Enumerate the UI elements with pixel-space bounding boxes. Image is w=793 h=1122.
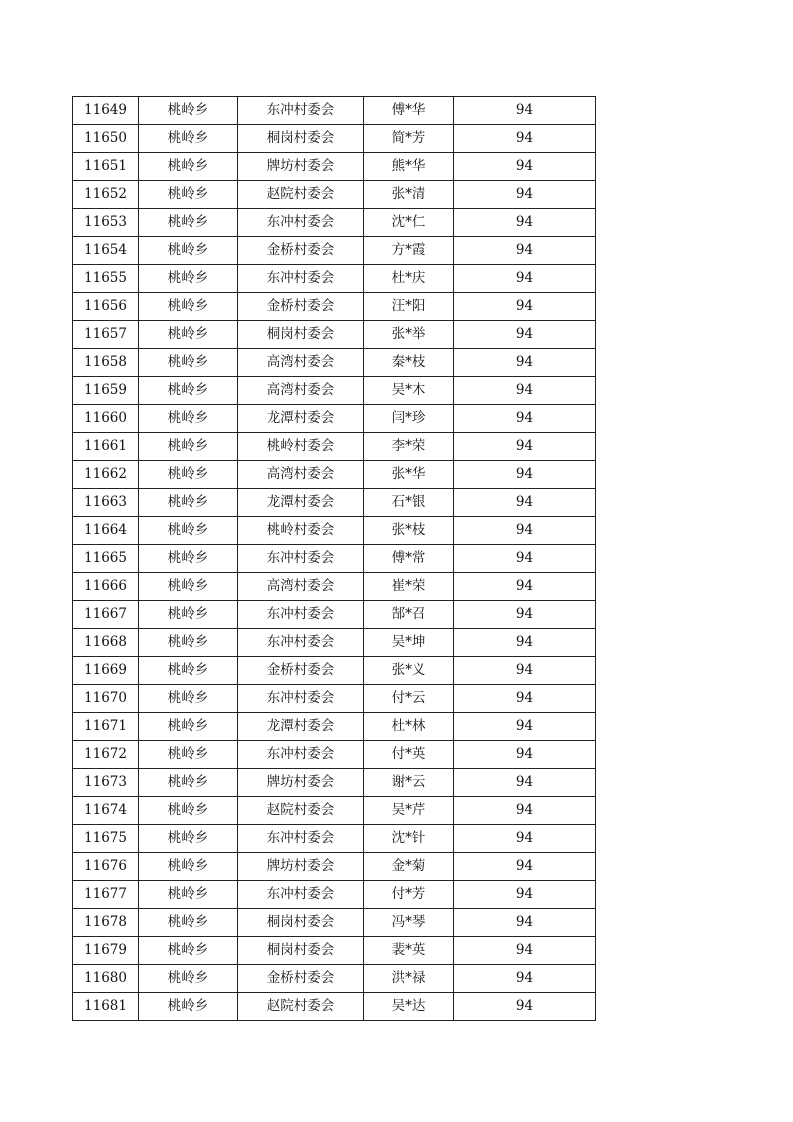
name-cell: 李*荣 [364,433,454,461]
village-committee-cell: 金桥村委会 [238,965,364,993]
record-id-cell: 11656 [73,293,139,321]
township-cell: 桃岭乡 [139,293,238,321]
village-committee-cell: 高湾村委会 [238,573,364,601]
village-committee-cell: 牌坊村委会 [238,769,364,797]
record-id-cell: 11676 [73,853,139,881]
village-committee-cell: 赵院村委会 [238,797,364,825]
score-cell: 94 [454,825,596,853]
record-id-cell: 11668 [73,629,139,657]
record-id-cell: 11674 [73,797,139,825]
score-cell: 94 [454,741,596,769]
table-row [73,377,596,405]
score-cell: 94 [454,405,596,433]
score-cell: 94 [454,349,596,377]
village-committee-cell: 东冲村委会 [238,629,364,657]
table-row [73,573,596,601]
score-cell: 94 [454,377,596,405]
village-committee-cell: 牌坊村委会 [238,153,364,181]
table-row [73,293,596,321]
name-cell: 傅*华 [364,97,454,125]
record-id-cell: 11671 [73,713,139,741]
name-cell: 张*举 [364,321,454,349]
score-cell: 94 [454,601,596,629]
township-cell: 桃岭乡 [139,601,238,629]
table-row [73,713,596,741]
township-cell: 桃岭乡 [139,405,238,433]
name-cell: 付*云 [364,685,454,713]
record-id-cell: 11670 [73,685,139,713]
score-cell: 94 [454,265,596,293]
township-cell: 桃岭乡 [139,741,238,769]
village-committee-cell: 桐岗村委会 [238,909,364,937]
score-cell: 94 [454,657,596,685]
name-cell: 汪*阳 [364,293,454,321]
name-cell: 石*银 [364,489,454,517]
township-cell: 桃岭乡 [139,377,238,405]
score-cell: 94 [454,461,596,489]
village-committee-cell: 龙潭村委会 [238,713,364,741]
township-cell: 桃岭乡 [139,321,238,349]
table-row [73,433,596,461]
name-cell: 吴*木 [364,377,454,405]
township-cell: 桃岭乡 [139,937,238,965]
township-cell: 桃岭乡 [139,209,238,237]
name-cell: 沈*针 [364,825,454,853]
record-id-cell: 11659 [73,377,139,405]
record-id-cell: 11661 [73,433,139,461]
township-cell: 桃岭乡 [139,433,238,461]
township-cell: 桃岭乡 [139,993,238,1021]
name-cell: 洪*禄 [364,965,454,993]
village-committee-cell: 赵院村委会 [238,993,364,1021]
score-cell: 94 [454,937,596,965]
score-cell: 94 [454,489,596,517]
record-id-cell: 11664 [73,517,139,545]
record-id-cell: 11679 [73,937,139,965]
name-cell: 金*菊 [364,853,454,881]
score-cell: 94 [454,153,596,181]
village-committee-cell: 东冲村委会 [238,825,364,853]
name-cell: 吴*达 [364,993,454,1021]
township-cell: 桃岭乡 [139,797,238,825]
name-cell: 崔*荣 [364,573,454,601]
record-id-cell: 11650 [73,125,139,153]
township-cell: 桃岭乡 [139,853,238,881]
table-row [73,153,596,181]
record-id-cell: 11658 [73,349,139,377]
table-row [73,685,596,713]
village-committee-cell: 桃岭村委会 [238,433,364,461]
township-cell: 桃岭乡 [139,545,238,573]
record-id-cell: 11654 [73,237,139,265]
village-committee-cell: 东冲村委会 [238,881,364,909]
name-cell: 付*芳 [364,881,454,909]
score-cell: 94 [454,181,596,209]
score-cell: 94 [454,769,596,797]
table-row [73,209,596,237]
table-row [73,825,596,853]
township-cell: 桃岭乡 [139,461,238,489]
village-committee-cell: 桐岗村委会 [238,937,364,965]
township-cell: 桃岭乡 [139,685,238,713]
name-cell: 方*霞 [364,237,454,265]
name-cell: 秦*枝 [364,349,454,377]
township-cell: 桃岭乡 [139,965,238,993]
score-cell: 94 [454,629,596,657]
township-cell: 桃岭乡 [139,181,238,209]
township-cell: 桃岭乡 [139,237,238,265]
township-cell: 桃岭乡 [139,153,238,181]
name-cell: 闫*珍 [364,405,454,433]
table-row [73,125,596,153]
table-row [73,937,596,965]
table-row [73,797,596,825]
village-committee-cell: 高湾村委会 [238,377,364,405]
score-cell: 94 [454,853,596,881]
village-committee-cell: 金桥村委会 [238,293,364,321]
table-row [73,517,596,545]
village-committee-cell: 东冲村委会 [238,741,364,769]
record-id-cell: 11667 [73,601,139,629]
name-cell: 付*英 [364,741,454,769]
village-committee-cell: 金桥村委会 [238,237,364,265]
name-cell: 郜*召 [364,601,454,629]
township-cell: 桃岭乡 [139,713,238,741]
name-cell: 熊*华 [364,153,454,181]
score-cell: 94 [454,293,596,321]
table-row [73,769,596,797]
score-cell: 94 [454,545,596,573]
village-committee-cell: 桃岭村委会 [238,517,364,545]
record-id-cell: 11680 [73,965,139,993]
table-row [73,965,596,993]
village-committee-cell: 桐岗村委会 [238,321,364,349]
table-row [73,489,596,517]
table-row [73,237,596,265]
record-id-cell: 11672 [73,741,139,769]
village-committee-cell: 东冲村委会 [238,97,364,125]
table-row [73,993,596,1021]
name-cell: 张*华 [364,461,454,489]
township-cell: 桃岭乡 [139,909,238,937]
record-id-cell: 11666 [73,573,139,601]
score-cell: 94 [454,97,596,125]
village-committee-cell: 金桥村委会 [238,657,364,685]
township-cell: 桃岭乡 [139,769,238,797]
table-row [73,601,596,629]
record-id-cell: 11675 [73,825,139,853]
record-id-cell: 11678 [73,909,139,937]
record-id-cell: 11663 [73,489,139,517]
township-cell: 桃岭乡 [139,125,238,153]
name-cell: 吴*坤 [364,629,454,657]
name-cell: 谢*云 [364,769,454,797]
village-committee-cell: 东冲村委会 [238,545,364,573]
village-committee-cell: 高湾村委会 [238,461,364,489]
township-cell: 桃岭乡 [139,265,238,293]
name-cell: 杜*林 [364,713,454,741]
table-row [73,321,596,349]
score-cell: 94 [454,209,596,237]
record-id-cell: 11653 [73,209,139,237]
score-cell: 94 [454,881,596,909]
score-cell: 94 [454,909,596,937]
record-id-cell: 11655 [73,265,139,293]
township-cell: 桃岭乡 [139,629,238,657]
record-id-cell: 11669 [73,657,139,685]
score-cell: 94 [454,993,596,1021]
score-cell: 94 [454,713,596,741]
name-cell: 吴*芹 [364,797,454,825]
village-committee-cell: 东冲村委会 [238,209,364,237]
score-cell: 94 [454,237,596,265]
score-cell: 94 [454,797,596,825]
table-row [73,97,596,125]
score-cell: 94 [454,321,596,349]
table-row [73,349,596,377]
name-cell: 简*芳 [364,125,454,153]
table-row [73,741,596,769]
record-id-cell: 11657 [73,321,139,349]
table-row [73,881,596,909]
name-cell: 张*义 [364,657,454,685]
record-id-cell: 11665 [73,545,139,573]
table-row [73,265,596,293]
name-cell: 冯*琴 [364,909,454,937]
village-committee-cell: 东冲村委会 [238,265,364,293]
name-cell: 沈*仁 [364,209,454,237]
score-cell: 94 [454,573,596,601]
township-cell: 桃岭乡 [139,97,238,125]
table-row [73,853,596,881]
name-cell: 杜*庆 [364,265,454,293]
name-cell: 张*枝 [364,517,454,545]
table-row [73,461,596,489]
record-id-cell: 11673 [73,769,139,797]
township-cell: 桃岭乡 [139,825,238,853]
data-table [72,96,596,1021]
score-cell: 94 [454,433,596,461]
village-committee-cell: 东冲村委会 [238,685,364,713]
township-cell: 桃岭乡 [139,657,238,685]
score-cell: 94 [454,685,596,713]
village-committee-cell: 牌坊村委会 [238,853,364,881]
record-id-cell: 11649 [73,97,139,125]
village-committee-cell: 桐岗村委会 [238,125,364,153]
score-cell: 94 [454,965,596,993]
table-row [73,545,596,573]
village-committee-cell: 赵院村委会 [238,181,364,209]
village-committee-cell: 龙潭村委会 [238,405,364,433]
score-cell: 94 [454,125,596,153]
township-cell: 桃岭乡 [139,573,238,601]
village-committee-cell: 高湾村委会 [238,349,364,377]
table-row [73,181,596,209]
township-cell: 桃岭乡 [139,517,238,545]
table-row [73,909,596,937]
name-cell: 裴*英 [364,937,454,965]
table-body [73,97,596,1021]
township-cell: 桃岭乡 [139,349,238,377]
township-cell: 桃岭乡 [139,489,238,517]
record-id-cell: 11677 [73,881,139,909]
township-cell: 桃岭乡 [139,881,238,909]
village-committee-cell: 龙潭村委会 [238,489,364,517]
table-row [73,405,596,433]
record-id-cell: 11662 [73,461,139,489]
table-row [73,629,596,657]
record-id-cell: 11681 [73,993,139,1021]
name-cell: 傅*常 [364,545,454,573]
record-id-cell: 11660 [73,405,139,433]
name-cell: 张*清 [364,181,454,209]
record-id-cell: 11652 [73,181,139,209]
village-committee-cell: 东冲村委会 [238,601,364,629]
record-id-cell: 11651 [73,153,139,181]
score-cell: 94 [454,517,596,545]
table-row [73,657,596,685]
